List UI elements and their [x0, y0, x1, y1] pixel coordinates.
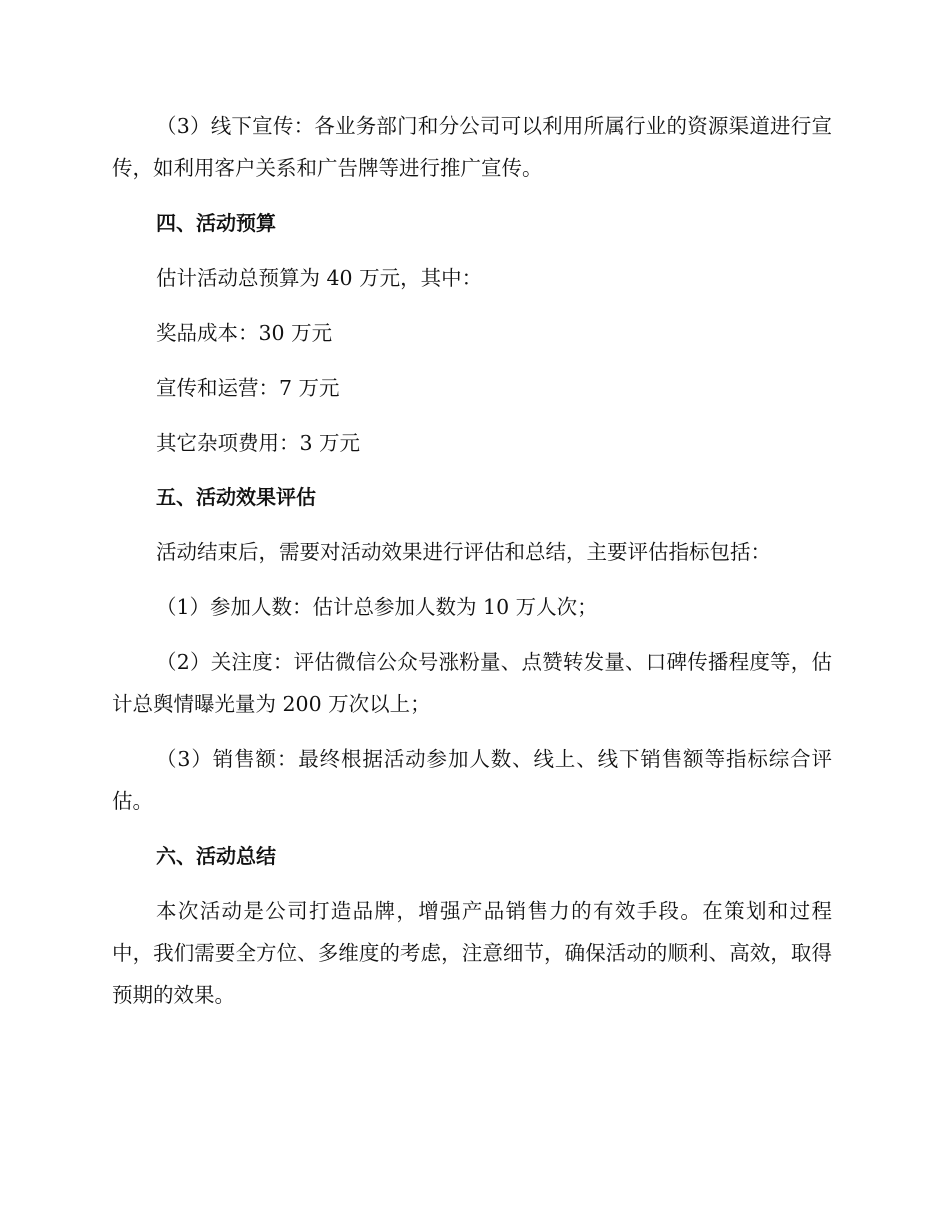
- paragraph-evaluation-intro: 活动结束后，需要对活动效果进行评估和总结，主要评估指标包括：: [156, 540, 771, 564]
- paragraph-summary: 本次活动是公司打造品牌，增强产品销售力的有效手段。在策划和过程中，我们需要全方位、多维度的考虑，注意细节，确保活动的顺利、高效，取得预期的效果。: [112, 899, 832, 1007]
- paragraph-offline-promotion: （3）线下宣传：各业务部门和分公司可以利用所属行业的资源渠道进行宣传，如利用客户关系和广告牌等进行推广宣传。: [112, 114, 832, 180]
- section-heading-evaluation: 五、活动效果评估: [156, 485, 316, 509]
- section-heading-summary: 六、活动总结: [156, 844, 276, 868]
- paragraph-evaluation-sales: （3）销售额：最终根据活动参加人数、线上、线下销售额等指标综合评估。: [112, 747, 832, 813]
- paragraph-evaluation-participants: （1）参加人数：估计总参加人数为 10 万人次；: [156, 595, 598, 619]
- section-heading-budget: 四、活动预算: [156, 211, 276, 235]
- paragraph-evaluation-attention: （2）关注度：评估微信公众号涨粉量、点赞转发量、口碑传播程度等，估计总舆情曝光量为 200 万次以上；: [112, 650, 832, 716]
- paragraph-prize-cost: 奖品成本：30 万元: [156, 321, 333, 345]
- paragraph-budget-total: 估计活动总预算为 40 万元，其中：: [156, 266, 483, 290]
- paragraph-promotion-operations: 宣传和运营：7 万元: [156, 376, 340, 400]
- paragraph-misc-costs: 其它杂项费用：3 万元: [156, 431, 361, 455]
